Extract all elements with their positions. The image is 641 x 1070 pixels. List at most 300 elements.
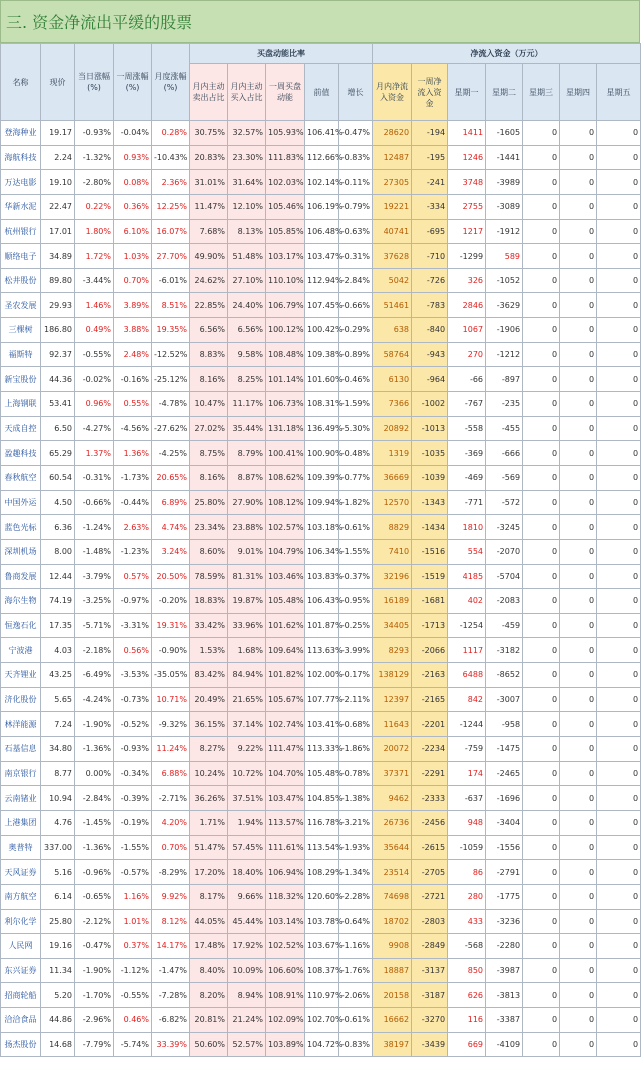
cell-month-net-inflow: 138129 — [373, 663, 412, 688]
cell-week-change: -0.97% — [114, 589, 152, 614]
cell-day-change: 0.22% — [75, 194, 114, 219]
cell-buy-ratio: 23.30% — [228, 145, 266, 170]
cell-wednesday: 0 — [523, 737, 560, 762]
cell-growth: -1.38% — [339, 786, 373, 811]
cell-sell-ratio: 36.15% — [190, 712, 228, 737]
cell-day-change: -1.24% — [75, 515, 114, 540]
cell-month-change: 0.28% — [152, 121, 190, 146]
cell-price: 5.20 — [41, 983, 75, 1008]
cell-price: 19.17 — [41, 121, 75, 146]
cell-week-net-inflow: -840 — [412, 318, 448, 343]
cell-week-buy-momentum: 103.89% — [266, 1032, 305, 1057]
cell-tuesday: -455 — [486, 416, 523, 441]
cell-previous: 113.54% — [305, 835, 339, 860]
cell-monday: -1059 — [448, 835, 486, 860]
cell-wednesday: 0 — [523, 564, 560, 589]
cell-week-net-inflow: -1519 — [412, 564, 448, 589]
cell-tuesday: -3813 — [486, 983, 523, 1008]
cell-day-change: 1.80% — [75, 219, 114, 244]
cell-buy-ratio: 81.31% — [228, 564, 266, 589]
cell-buy-ratio: 45.44% — [228, 909, 266, 934]
cell-friday: 0 — [597, 638, 641, 663]
cell-week-buy-momentum: 105.93% — [266, 121, 305, 146]
cell-monday: 433 — [448, 909, 486, 934]
cell-thursday: 0 — [560, 490, 597, 515]
cell-month-change: 19.35% — [152, 318, 190, 343]
cell-thursday: 0 — [560, 909, 597, 934]
cell-month-net-inflow: 7410 — [373, 539, 412, 564]
table-row — [1, 515, 641, 540]
cell-previous: 103.67% — [305, 934, 339, 959]
table-row — [1, 835, 641, 860]
cell-previous: 120.60% — [305, 884, 339, 909]
cell-month-net-inflow: 5042 — [373, 268, 412, 293]
table-row — [1, 786, 641, 811]
cell-week-buy-momentum: 103.46% — [266, 564, 305, 589]
cell-month-change: 27.70% — [152, 244, 190, 269]
cell-tuesday: -3089 — [486, 194, 523, 219]
cell-week-buy-momentum: 104.79% — [266, 539, 305, 564]
cell-day-change: -4.24% — [75, 687, 114, 712]
cell-week-buy-momentum: 105.48% — [266, 589, 305, 614]
cell-month-net-inflow: 23514 — [373, 860, 412, 885]
cell-previous: 104.85% — [305, 786, 339, 811]
cell-month-net-inflow: 34405 — [373, 613, 412, 638]
cell-week-net-inflow: -195 — [412, 145, 448, 170]
cell-wednesday: 0 — [523, 416, 560, 441]
cell-name: 云南锗业 — [1, 786, 41, 811]
cell-buy-ratio: 8.94% — [228, 983, 266, 1008]
col-price: 现价 — [41, 44, 75, 121]
cell-tuesday: -3007 — [486, 687, 523, 712]
cell-buy-ratio: 8.25% — [228, 367, 266, 392]
cell-week-net-inflow: -2201 — [412, 712, 448, 737]
cell-friday: 0 — [597, 170, 641, 195]
cell-thursday: 0 — [560, 465, 597, 490]
cell-price: 74.19 — [41, 589, 75, 614]
cell-previous: 103.41% — [305, 712, 339, 737]
cell-day-change: -0.31% — [75, 465, 114, 490]
cell-week-net-inflow: -2291 — [412, 761, 448, 786]
cell-tuesday: -572 — [486, 490, 523, 515]
cell-sell-ratio: 8.27% — [190, 737, 228, 762]
cell-growth: -0.25% — [339, 613, 373, 638]
cell-month-net-inflow: 1319 — [373, 441, 412, 466]
cell-month-change: 16.07% — [152, 219, 190, 244]
cell-growth: -0.31% — [339, 244, 373, 269]
cell-day-change: -0.55% — [75, 342, 114, 367]
cell-growth: -0.29% — [339, 318, 373, 343]
cell-buy-ratio: 33.96% — [228, 613, 266, 638]
cell-tuesday: -1906 — [486, 318, 523, 343]
table-row — [1, 268, 641, 293]
cell-tuesday: -3404 — [486, 810, 523, 835]
cell-week-change: -0.52% — [114, 712, 152, 737]
cell-friday: 0 — [597, 737, 641, 762]
col-week-net-inflow: 一周净流入资金 — [412, 64, 448, 121]
cell-week-net-inflow: -2615 — [412, 835, 448, 860]
section-title: 三. 资金净流出平缓的股票 — [0, 0, 640, 43]
cell-wednesday: 0 — [523, 490, 560, 515]
cell-friday: 0 — [597, 539, 641, 564]
cell-week-change: -1.73% — [114, 465, 152, 490]
cell-sell-ratio: 6.56% — [190, 318, 228, 343]
cell-thursday: 0 — [560, 613, 597, 638]
cell-tuesday: -2791 — [486, 860, 523, 885]
cell-friday: 0 — [597, 490, 641, 515]
cell-week-change: -0.16% — [114, 367, 152, 392]
cell-day-change: -7.79% — [75, 1032, 114, 1057]
cell-buy-ratio: 24.40% — [228, 293, 266, 318]
cell-tuesday: -3989 — [486, 170, 523, 195]
cell-day-change: -2.80% — [75, 170, 114, 195]
table-row — [1, 145, 641, 170]
cell-tuesday: 589 — [486, 244, 523, 269]
cell-growth: -0.83% — [339, 145, 373, 170]
cell-price: 44.86 — [41, 1008, 75, 1033]
cell-month-change: 11.24% — [152, 737, 190, 762]
table-row — [1, 663, 641, 688]
cell-price: 43.25 — [41, 663, 75, 688]
cell-buy-ratio: 32.57% — [228, 121, 266, 146]
cell-week-buy-momentum: 101.62% — [266, 613, 305, 638]
cell-growth: -1.86% — [339, 737, 373, 762]
cell-friday: 0 — [597, 860, 641, 885]
cell-tuesday: -3236 — [486, 909, 523, 934]
col-week-buy-momentum: 一周买盘动能 — [266, 64, 305, 121]
cell-buy-ratio: 27.10% — [228, 268, 266, 293]
cell-name: 林洋能源 — [1, 712, 41, 737]
cell-friday: 0 — [597, 589, 641, 614]
cell-thursday: 0 — [560, 145, 597, 170]
cell-previous: 102.14% — [305, 170, 339, 195]
cell-name: 扬杰股份 — [1, 1032, 41, 1057]
cell-month-change: -6.82% — [152, 1008, 190, 1033]
cell-month-change: 3.24% — [152, 539, 190, 564]
cell-growth: -0.61% — [339, 515, 373, 540]
cell-buy-ratio: 8.87% — [228, 465, 266, 490]
cell-tuesday: -1605 — [486, 121, 523, 146]
cell-tuesday: -1912 — [486, 219, 523, 244]
cell-sell-ratio: 20.83% — [190, 145, 228, 170]
cell-price: 17.01 — [41, 219, 75, 244]
cell-price: 22.47 — [41, 194, 75, 219]
cell-tuesday: -3182 — [486, 638, 523, 663]
cell-tuesday: -1696 — [486, 786, 523, 811]
cell-wednesday: 0 — [523, 268, 560, 293]
cell-wednesday: 0 — [523, 909, 560, 934]
cell-name: 洽洽食品 — [1, 1008, 41, 1033]
cell-day-change: 0.49% — [75, 318, 114, 343]
cell-friday: 0 — [597, 909, 641, 934]
cell-buy-ratio: 51.48% — [228, 244, 266, 269]
cell-week-buy-momentum: 104.70% — [266, 761, 305, 786]
cell-previous: 106.43% — [305, 589, 339, 614]
cell-thursday: 0 — [560, 884, 597, 909]
cell-thursday: 0 — [560, 392, 597, 417]
cell-buy-ratio: 21.24% — [228, 1008, 266, 1033]
cell-tuesday: -1441 — [486, 145, 523, 170]
cell-price: 60.54 — [41, 465, 75, 490]
table-row — [1, 564, 641, 589]
cell-name: 天齐锂业 — [1, 663, 41, 688]
cell-wednesday: 0 — [523, 786, 560, 811]
cell-wednesday: 0 — [523, 219, 560, 244]
cell-month-change: -7.28% — [152, 983, 190, 1008]
cell-tuesday: -235 — [486, 392, 523, 417]
cell-week-change: 1.36% — [114, 441, 152, 466]
cell-previous: 108.37% — [305, 958, 339, 983]
cell-week-net-inflow: -695 — [412, 219, 448, 244]
table-row — [1, 539, 641, 564]
cell-monday: -469 — [448, 465, 486, 490]
cell-month-net-inflow: 11643 — [373, 712, 412, 737]
cell-month-change: -0.20% — [152, 589, 190, 614]
cell-sell-ratio: 1.71% — [190, 810, 228, 835]
cell-monday: 86 — [448, 860, 486, 885]
cell-thursday: 0 — [560, 737, 597, 762]
cell-monday: -369 — [448, 441, 486, 466]
cell-friday: 0 — [597, 342, 641, 367]
cell-sell-ratio: 50.60% — [190, 1032, 228, 1057]
cell-sell-ratio: 17.20% — [190, 860, 228, 885]
cell-monday: -1244 — [448, 712, 486, 737]
cell-name: 松井股份 — [1, 268, 41, 293]
cell-friday: 0 — [597, 786, 641, 811]
cell-wednesday: 0 — [523, 761, 560, 786]
cell-week-net-inflow: -3137 — [412, 958, 448, 983]
cell-month-change: -25.12% — [152, 367, 190, 392]
cell-tuesday: -4109 — [486, 1032, 523, 1057]
cell-buy-ratio: 11.17% — [228, 392, 266, 417]
cell-previous: 102.70% — [305, 1008, 339, 1033]
cell-day-change: -1.36% — [75, 737, 114, 762]
cell-buy-ratio: 10.72% — [228, 761, 266, 786]
cell-sell-ratio: 44.05% — [190, 909, 228, 934]
cell-sell-ratio: 7.68% — [190, 219, 228, 244]
cell-tuesday: -1475 — [486, 737, 523, 762]
cell-buy-ratio: 9.58% — [228, 342, 266, 367]
cell-thursday: 0 — [560, 244, 597, 269]
cell-name: 新宝股份 — [1, 367, 41, 392]
cell-name: 济化股份 — [1, 687, 41, 712]
cell-monday: 270 — [448, 342, 486, 367]
cell-day-change: 1.72% — [75, 244, 114, 269]
cell-previous: 104.72% — [305, 1032, 339, 1057]
cell-price: 53.41 — [41, 392, 75, 417]
cell-week-net-inflow: -1434 — [412, 515, 448, 540]
cell-monday: -759 — [448, 737, 486, 762]
cell-wednesday: 0 — [523, 663, 560, 688]
cell-month-net-inflow: 37628 — [373, 244, 412, 269]
cell-price: 12.44 — [41, 564, 75, 589]
cell-friday: 0 — [597, 318, 641, 343]
cell-thursday: 0 — [560, 318, 597, 343]
cell-sell-ratio: 30.75% — [190, 121, 228, 146]
cell-previous: 109.39% — [305, 465, 339, 490]
cell-monday: 1067 — [448, 318, 486, 343]
cell-sell-ratio: 22.85% — [190, 293, 228, 318]
cell-day-change: -0.96% — [75, 860, 114, 885]
cell-sell-ratio: 20.49% — [190, 687, 228, 712]
cell-sell-ratio: 18.83% — [190, 589, 228, 614]
cell-price: 337.00 — [41, 835, 75, 860]
table-row — [1, 219, 641, 244]
cell-week-net-inflow: -1713 — [412, 613, 448, 638]
cell-tuesday: -3387 — [486, 1008, 523, 1033]
cell-week-change: -0.93% — [114, 737, 152, 762]
cell-month-change: 20.50% — [152, 564, 190, 589]
cell-week-buy-momentum: 118.32% — [266, 884, 305, 909]
cell-sell-ratio: 20.81% — [190, 1008, 228, 1033]
cell-friday: 0 — [597, 687, 641, 712]
cell-monday: -771 — [448, 490, 486, 515]
cell-name: 福斯特 — [1, 342, 41, 367]
cell-monday: 2846 — [448, 293, 486, 318]
cell-month-net-inflow: 18887 — [373, 958, 412, 983]
cell-friday: 0 — [597, 835, 641, 860]
cell-month-change: 12.25% — [152, 194, 190, 219]
cell-growth: -0.47% — [339, 121, 373, 146]
cell-week-buy-momentum: 100.12% — [266, 318, 305, 343]
cell-week-net-inflow: -241 — [412, 170, 448, 195]
cell-price: 25.80 — [41, 909, 75, 934]
cell-week-net-inflow: -2333 — [412, 786, 448, 811]
col-month-net-inflow: 月内净流入资金 — [373, 64, 412, 121]
cell-thursday: 0 — [560, 515, 597, 540]
cell-day-change: -0.65% — [75, 884, 114, 909]
cell-wednesday: 0 — [523, 342, 560, 367]
cell-wednesday: 0 — [523, 589, 560, 614]
table-row — [1, 810, 641, 835]
cell-name: 春秋航空 — [1, 465, 41, 490]
cell-tuesday: -897 — [486, 367, 523, 392]
cell-price: 6.36 — [41, 515, 75, 540]
cell-month-change: 4.20% — [152, 810, 190, 835]
table-row — [1, 318, 641, 343]
cell-tuesday: -5704 — [486, 564, 523, 589]
cell-growth: -0.68% — [339, 712, 373, 737]
cell-week-buy-momentum: 103.17% — [266, 244, 305, 269]
cell-week-change: -1.55% — [114, 835, 152, 860]
cell-month-net-inflow: 51461 — [373, 293, 412, 318]
cell-month-change: 9.92% — [152, 884, 190, 909]
group-net-inflow: 净流入资金（万元） — [373, 44, 641, 64]
cell-month-net-inflow: 16662 — [373, 1008, 412, 1033]
cell-week-buy-momentum: 102.74% — [266, 712, 305, 737]
cell-sell-ratio: 23.34% — [190, 515, 228, 540]
cell-name: 登海种业 — [1, 121, 41, 146]
cell-thursday: 0 — [560, 293, 597, 318]
cell-buy-ratio: 84.94% — [228, 663, 266, 688]
cell-week-buy-momentum: 111.61% — [266, 835, 305, 860]
cell-day-change: -1.90% — [75, 712, 114, 737]
cell-thursday: 0 — [560, 1008, 597, 1033]
cell-week-net-inflow: -1516 — [412, 539, 448, 564]
cell-growth: -0.83% — [339, 1032, 373, 1057]
cell-week-buy-momentum: 103.14% — [266, 909, 305, 934]
cell-thursday: 0 — [560, 958, 597, 983]
cell-monday: -66 — [448, 367, 486, 392]
cell-friday: 0 — [597, 1008, 641, 1033]
cell-previous: 101.60% — [305, 367, 339, 392]
cell-monday: 948 — [448, 810, 486, 835]
cell-name: 南方航空 — [1, 884, 41, 909]
cell-month-net-inflow: 6130 — [373, 367, 412, 392]
cell-monday: 1810 — [448, 515, 486, 540]
cell-month-change: 0.70% — [152, 835, 190, 860]
table-row — [1, 958, 641, 983]
cell-week-buy-momentum: 113.57% — [266, 810, 305, 835]
cell-growth: -0.46% — [339, 367, 373, 392]
cell-week-buy-momentum: 105.46% — [266, 194, 305, 219]
cell-friday: 0 — [597, 613, 641, 638]
cell-buy-ratio: 19.87% — [228, 589, 266, 614]
cell-monday: -637 — [448, 786, 486, 811]
cell-week-change: 0.37% — [114, 934, 152, 959]
cell-month-net-inflow: 12397 — [373, 687, 412, 712]
cell-month-change: -12.52% — [152, 342, 190, 367]
cell-buy-ratio: 52.57% — [228, 1032, 266, 1057]
cell-day-change: 1.37% — [75, 441, 114, 466]
cell-week-buy-momentum: 103.47% — [266, 786, 305, 811]
cell-wednesday: 0 — [523, 121, 560, 146]
cell-week-buy-momentum: 108.12% — [266, 490, 305, 515]
cell-growth: -3.21% — [339, 810, 373, 835]
cell-price: 7.24 — [41, 712, 75, 737]
cell-price: 17.35 — [41, 613, 75, 638]
table-row — [1, 342, 641, 367]
table-row — [1, 367, 641, 392]
cell-month-change: -8.29% — [152, 860, 190, 885]
cell-previous: 106.19% — [305, 194, 339, 219]
cell-previous: 100.90% — [305, 441, 339, 466]
cell-wednesday: 0 — [523, 293, 560, 318]
cell-name: 东兴证券 — [1, 958, 41, 983]
table-row — [1, 465, 641, 490]
cell-name: 利尔化学 — [1, 909, 41, 934]
cell-week-buy-momentum: 105.67% — [266, 687, 305, 712]
cell-wednesday: 0 — [523, 1032, 560, 1057]
cell-sell-ratio: 8.75% — [190, 441, 228, 466]
cell-week-change: -0.44% — [114, 490, 152, 515]
cell-week-change: 0.56% — [114, 638, 152, 663]
cell-week-net-inflow: -2803 — [412, 909, 448, 934]
cell-buy-ratio: 57.45% — [228, 835, 266, 860]
cell-day-change: -1.45% — [75, 810, 114, 835]
table-row — [1, 441, 641, 466]
cell-friday: 0 — [597, 145, 641, 170]
cell-buy-ratio: 12.10% — [228, 194, 266, 219]
cell-week-net-inflow: -1035 — [412, 441, 448, 466]
cell-friday: 0 — [597, 761, 641, 786]
cell-week-change: -4.56% — [114, 416, 152, 441]
cell-thursday: 0 — [560, 194, 597, 219]
cell-day-change: -3.25% — [75, 589, 114, 614]
cell-friday: 0 — [597, 564, 641, 589]
cell-week-change: 2.48% — [114, 342, 152, 367]
cell-previous: 106.34% — [305, 539, 339, 564]
cell-week-net-inflow: -2721 — [412, 884, 448, 909]
cell-month-net-inflow: 16189 — [373, 589, 412, 614]
cell-name: 恒逸石化 — [1, 613, 41, 638]
cell-thursday: 0 — [560, 1032, 597, 1057]
cell-buy-ratio: 1.68% — [228, 638, 266, 663]
cell-buy-ratio: 27.90% — [228, 490, 266, 515]
cell-week-buy-momentum: 102.52% — [266, 934, 305, 959]
cell-week-buy-momentum: 101.82% — [266, 663, 305, 688]
cell-friday: 0 — [597, 663, 641, 688]
